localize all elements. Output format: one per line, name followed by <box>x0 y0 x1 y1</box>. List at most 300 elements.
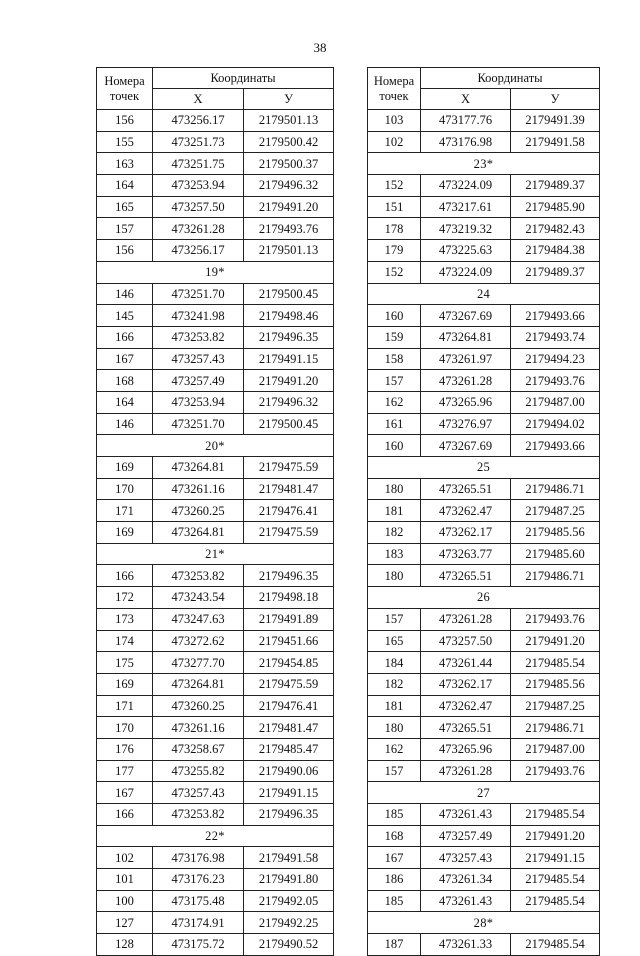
table-row <box>368 630 600 652</box>
table-row <box>368 413 600 435</box>
group-header-row <box>368 912 600 934</box>
table-row <box>368 695 600 717</box>
x-coordinate-cell: 473261.28 <box>421 760 511 782</box>
x-coordinate-cell: 473258.67 <box>153 738 244 760</box>
table-row <box>368 847 600 869</box>
x-coordinate-cell: 473277.70 <box>153 652 244 674</box>
point-number-cell: 157 <box>368 370 421 392</box>
x-coordinate-cell: 473262.47 <box>421 500 511 522</box>
x-coordinate-cell: 473224.09 <box>421 175 511 197</box>
table-row <box>97 890 334 912</box>
point-number-cell: 165 <box>368 630 421 652</box>
y-coordinate-cell: 2179486.71 <box>511 478 600 500</box>
table-row <box>97 326 334 348</box>
table-row <box>97 370 334 392</box>
point-number-cell: 174 <box>97 630 153 652</box>
table-row <box>368 890 600 912</box>
coordinates-table-right <box>367 67 600 956</box>
point-number-cell: 159 <box>368 326 421 348</box>
point-number-cell: 181 <box>368 500 421 522</box>
table-row <box>368 175 600 197</box>
y-coordinate-cell: 2179494.02 <box>511 413 600 435</box>
point-number-cell: 175 <box>97 652 153 674</box>
table-row <box>368 391 600 413</box>
x-coordinate-cell: 473217.61 <box>421 196 511 218</box>
x-coordinate-cell: 473261.43 <box>421 804 511 826</box>
point-number-cell: 155 <box>97 131 153 153</box>
point-number-cell: 178 <box>368 218 421 240</box>
table-row <box>97 565 334 587</box>
table-row <box>368 240 600 262</box>
coordinates-header: Координаты <box>421 68 600 89</box>
table-row <box>97 153 334 175</box>
table-row <box>97 391 334 413</box>
table-row <box>97 110 334 132</box>
group-label: 20* <box>97 435 334 457</box>
x-coordinate-cell: 473265.51 <box>421 478 511 500</box>
point-number-cell: 165 <box>97 196 153 218</box>
y-coordinate-cell: 2179476.41 <box>244 695 334 717</box>
group-header-row <box>97 825 334 847</box>
point-number-cell: 166 <box>97 326 153 348</box>
x-coordinate-cell: 473262.17 <box>421 522 511 544</box>
point-number-cell: 185 <box>368 804 421 826</box>
x-coordinate-cell: 473261.44 <box>421 652 511 674</box>
table-row <box>368 543 600 565</box>
table-row <box>97 847 334 869</box>
group-header-row <box>368 457 600 479</box>
y-coordinate-cell: 2179494.23 <box>511 348 600 370</box>
point-number-cell: 170 <box>97 478 153 500</box>
y-coordinate-cell: 2179485.54 <box>511 652 600 674</box>
group-header-row <box>97 435 334 457</box>
x-coordinate-cell: 473253.82 <box>153 326 244 348</box>
x-coordinate-cell: 473224.09 <box>421 261 511 283</box>
point-number-cell: 166 <box>97 565 153 587</box>
table-row <box>368 869 600 891</box>
point-number-cell: 170 <box>97 717 153 739</box>
x-coordinate-cell: 473263.77 <box>421 543 511 565</box>
y-coordinate-cell: 2179485.60 <box>511 543 600 565</box>
x-coordinate-cell: 473262.17 <box>421 673 511 695</box>
x-coordinate-cell: 473265.96 <box>421 391 511 413</box>
x-coordinate-cell: 473276.97 <box>421 413 511 435</box>
point-number-cell: 169 <box>97 522 153 544</box>
x-coordinate-cell: 473253.94 <box>153 175 244 197</box>
point-number-cell: 176 <box>97 738 153 760</box>
x-coordinate-cell: 473257.43 <box>421 847 511 869</box>
point-number-cell: 157 <box>368 608 421 630</box>
y-coordinate-cell: 2179482.43 <box>511 218 600 240</box>
coordinates-header: Координаты <box>153 68 334 89</box>
y-coordinate-cell: 2179481.47 <box>244 478 334 500</box>
table-row <box>368 673 600 695</box>
group-header-row <box>368 153 600 175</box>
x-coordinate-cell: 473272.62 <box>153 630 244 652</box>
x-coordinate-cell: 473261.16 <box>153 478 244 500</box>
y-coordinate-cell: 2179493.74 <box>511 326 600 348</box>
point-number-cell: 180 <box>368 717 421 739</box>
x-coordinate-cell: 473177.76 <box>421 110 511 132</box>
point-number-cell: 171 <box>97 500 153 522</box>
y-coordinate-cell: 2179491.20 <box>511 825 600 847</box>
x-coordinate-cell: 473256.17 <box>153 240 244 262</box>
y-coordinate-cell: 2179493.76 <box>511 608 600 630</box>
group-header-row <box>368 587 600 609</box>
x-coordinate-cell: 473241.98 <box>153 305 244 327</box>
point-number-cell: 168 <box>368 825 421 847</box>
point-number-cell: 157 <box>368 760 421 782</box>
point-number-cell: 102 <box>368 131 421 153</box>
y-coordinate-cell: 2179493.76 <box>511 370 600 392</box>
y-coordinate-cell: 2179491.58 <box>511 131 600 153</box>
x-coordinate-cell: 473253.82 <box>153 565 244 587</box>
table-row <box>97 652 334 674</box>
point-number-cell: 177 <box>97 760 153 782</box>
point-number-cell: 151 <box>368 196 421 218</box>
table-row <box>368 738 600 760</box>
y-coordinate-cell: 2179476.41 <box>244 500 334 522</box>
point-number-cell: 167 <box>97 782 153 804</box>
y-coordinate-cell: 2179500.45 <box>244 413 334 435</box>
y-coordinate-cell: 2179501.13 <box>244 240 334 262</box>
x-coordinate-cell: 473261.28 <box>421 608 511 630</box>
point-number-cell: 152 <box>368 261 421 283</box>
group-label: 26 <box>368 587 600 609</box>
table-row <box>97 218 334 240</box>
y-coordinate-cell: 2179491.15 <box>244 782 334 804</box>
y-coordinate-cell: 2179485.56 <box>511 522 600 544</box>
point-number-cell: 182 <box>368 673 421 695</box>
table-row <box>97 457 334 479</box>
x-coordinate-cell: 473267.69 <box>421 435 511 457</box>
point-number-cell: 146 <box>97 283 153 305</box>
x-coordinate-cell: 473253.94 <box>153 391 244 413</box>
y-header: У <box>511 89 600 110</box>
point-number-cell: 160 <box>368 305 421 327</box>
point-number-cell: 171 <box>97 695 153 717</box>
table-row <box>368 261 600 283</box>
y-coordinate-cell: 2179491.58 <box>244 847 334 869</box>
point-number-cell: 103 <box>368 110 421 132</box>
x-coordinate-cell: 473257.43 <box>153 348 244 370</box>
point-number-cell: 160 <box>368 435 421 457</box>
point-number-cell: 172 <box>97 587 153 609</box>
x-coordinate-cell: 473260.25 <box>153 500 244 522</box>
table-row <box>368 370 600 392</box>
x-coordinate-cell: 473257.49 <box>421 825 511 847</box>
y-coordinate-cell: 2179491.20 <box>244 370 334 392</box>
x-coordinate-cell: 473256.17 <box>153 110 244 132</box>
point-number-cell: 166 <box>97 804 153 826</box>
table-row <box>368 760 600 782</box>
x-coordinate-cell: 473176.98 <box>153 847 244 869</box>
table-row <box>97 587 334 609</box>
point-number-cell: 162 <box>368 738 421 760</box>
table-row <box>97 500 334 522</box>
y-coordinate-cell: 2179487.25 <box>511 500 600 522</box>
table-row <box>368 500 600 522</box>
table-row <box>97 717 334 739</box>
group-label: 19* <box>97 261 334 283</box>
y-coordinate-cell: 2179489.37 <box>511 261 600 283</box>
table-row <box>368 435 600 457</box>
table-row <box>97 240 334 262</box>
y-coordinate-cell: 2179491.20 <box>511 630 600 652</box>
y-header: У <box>244 89 334 110</box>
table-row <box>368 717 600 739</box>
x-coordinate-cell: 473175.72 <box>153 934 244 956</box>
group-header-row <box>368 782 600 804</box>
x-coordinate-cell: 473243.54 <box>153 587 244 609</box>
x-coordinate-cell: 473260.25 <box>153 695 244 717</box>
group-label: 28* <box>368 912 600 934</box>
y-coordinate-cell: 2179492.25 <box>244 912 334 934</box>
table-row <box>97 131 334 153</box>
group-label: 27 <box>368 782 600 804</box>
table-body-left <box>97 110 334 956</box>
point-number-cell: 100 <box>97 890 153 912</box>
point-number-cell: 128 <box>97 934 153 956</box>
point-number-cell: 164 <box>97 391 153 413</box>
y-coordinate-cell: 2179491.80 <box>244 869 334 891</box>
table-row <box>97 348 334 370</box>
y-coordinate-cell: 2179493.76 <box>244 218 334 240</box>
point-number-cell: 182 <box>368 522 421 544</box>
point-number-cell: 161 <box>368 413 421 435</box>
table-row <box>97 673 334 695</box>
x-coordinate-cell: 473257.43 <box>153 782 244 804</box>
table-row <box>368 131 600 153</box>
point-number-cell: 173 <box>97 608 153 630</box>
y-coordinate-cell: 2179485.54 <box>511 934 600 956</box>
table-row <box>97 760 334 782</box>
x-coordinate-cell: 473251.73 <box>153 131 244 153</box>
group-header-row <box>368 283 600 305</box>
points-header: Номера точек <box>97 68 153 110</box>
point-number-cell: 163 <box>97 153 153 175</box>
point-number-cell: 167 <box>97 348 153 370</box>
group-label: 24 <box>368 283 600 305</box>
x-coordinate-cell: 473264.81 <box>153 457 244 479</box>
y-coordinate-cell: 2179496.32 <box>244 391 334 413</box>
x-coordinate-cell: 473255.82 <box>153 760 244 782</box>
point-number-cell: 183 <box>368 543 421 565</box>
point-number-cell: 146 <box>97 413 153 435</box>
table-row <box>97 912 334 934</box>
x-coordinate-cell: 473219.32 <box>421 218 511 240</box>
y-coordinate-cell: 2179498.18 <box>244 587 334 609</box>
x-coordinate-cell: 473261.34 <box>421 869 511 891</box>
x-coordinate-cell: 473251.70 <box>153 283 244 305</box>
y-coordinate-cell: 2179485.47 <box>244 738 334 760</box>
point-number-cell: 180 <box>368 565 421 587</box>
y-coordinate-cell: 2179487.25 <box>511 695 600 717</box>
table-row <box>97 305 334 327</box>
x-coordinate-cell: 473253.82 <box>153 804 244 826</box>
y-coordinate-cell: 2179491.20 <box>244 196 334 218</box>
group-label: 22* <box>97 825 334 847</box>
point-number-cell: 180 <box>368 478 421 500</box>
group-label: 25 <box>368 457 600 479</box>
point-number-cell: 169 <box>97 457 153 479</box>
y-coordinate-cell: 2179491.15 <box>244 348 334 370</box>
coordinates-table-left <box>96 67 334 956</box>
x-coordinate-cell: 473261.43 <box>421 890 511 912</box>
table-row <box>368 348 600 370</box>
y-coordinate-cell: 2179489.37 <box>511 175 600 197</box>
y-coordinate-cell: 2179496.32 <box>244 175 334 197</box>
x-coordinate-cell: 473257.50 <box>153 196 244 218</box>
table-body-right <box>368 110 600 956</box>
point-number-cell: 101 <box>97 869 153 891</box>
x-coordinate-cell: 473176.98 <box>421 131 511 153</box>
group-header-row <box>97 261 334 283</box>
x-coordinate-cell: 473265.96 <box>421 738 511 760</box>
table-row <box>368 478 600 500</box>
x-header: X <box>153 89 244 110</box>
y-coordinate-cell: 2179491.39 <box>511 110 600 132</box>
x-coordinate-cell: 473262.47 <box>421 695 511 717</box>
x-coordinate-cell: 473174.91 <box>153 912 244 934</box>
table-row <box>97 738 334 760</box>
point-number-cell: 184 <box>368 652 421 674</box>
point-number-cell: 162 <box>368 391 421 413</box>
y-coordinate-cell: 2179485.90 <box>511 196 600 218</box>
x-coordinate-cell: 473251.70 <box>153 413 244 435</box>
x-header: X <box>421 89 511 110</box>
table-row <box>368 825 600 847</box>
y-coordinate-cell: 2179485.54 <box>511 804 600 826</box>
table-row <box>97 283 334 305</box>
y-coordinate-cell: 2179487.00 <box>511 738 600 760</box>
x-coordinate-cell: 473175.48 <box>153 890 244 912</box>
x-coordinate-cell: 473247.63 <box>153 608 244 630</box>
y-coordinate-cell: 2179496.35 <box>244 326 334 348</box>
y-coordinate-cell: 2179475.59 <box>244 522 334 544</box>
table-row <box>97 934 334 956</box>
table-row <box>368 326 600 348</box>
y-coordinate-cell: 2179498.46 <box>244 305 334 327</box>
x-coordinate-cell: 473267.69 <box>421 305 511 327</box>
point-number-cell: 145 <box>97 305 153 327</box>
table-row <box>368 565 600 587</box>
y-coordinate-cell: 2179493.76 <box>511 760 600 782</box>
y-coordinate-cell: 2179500.45 <box>244 283 334 305</box>
table-row <box>368 934 600 956</box>
y-coordinate-cell: 2179487.00 <box>511 391 600 413</box>
y-coordinate-cell: 2179491.15 <box>511 847 600 869</box>
y-coordinate-cell: 2179454.85 <box>244 652 334 674</box>
y-coordinate-cell: 2179490.52 <box>244 934 334 956</box>
y-coordinate-cell: 2179496.35 <box>244 804 334 826</box>
y-coordinate-cell: 2179493.66 <box>511 305 600 327</box>
y-coordinate-cell: 2179486.71 <box>511 717 600 739</box>
table-row <box>97 782 334 804</box>
y-coordinate-cell: 2179486.71 <box>511 565 600 587</box>
x-coordinate-cell: 473264.81 <box>153 673 244 695</box>
table-row <box>368 196 600 218</box>
table-row <box>368 218 600 240</box>
table-row <box>97 804 334 826</box>
point-number-cell: 156 <box>97 110 153 132</box>
x-coordinate-cell: 473251.75 <box>153 153 244 175</box>
point-number-cell: 158 <box>368 348 421 370</box>
table-row <box>368 522 600 544</box>
group-header-row <box>97 543 334 565</box>
point-number-cell: 179 <box>368 240 421 262</box>
table-row <box>97 630 334 652</box>
y-coordinate-cell: 2179491.89 <box>244 608 334 630</box>
y-coordinate-cell: 2179485.54 <box>511 869 600 891</box>
table-row <box>97 608 334 630</box>
point-number-cell: 185 <box>368 890 421 912</box>
x-coordinate-cell: 473225.63 <box>421 240 511 262</box>
x-coordinate-cell: 473261.33 <box>421 934 511 956</box>
table-row <box>97 478 334 500</box>
table-row <box>97 869 334 891</box>
point-number-cell: 187 <box>368 934 421 956</box>
table-row <box>97 413 334 435</box>
table-row <box>97 175 334 197</box>
point-number-cell: 156 <box>97 240 153 262</box>
x-coordinate-cell: 473264.81 <box>153 522 244 544</box>
y-coordinate-cell: 2179492.05 <box>244 890 334 912</box>
y-coordinate-cell: 2179490.06 <box>244 760 334 782</box>
x-coordinate-cell: 473257.49 <box>153 370 244 392</box>
table-row <box>368 608 600 630</box>
x-coordinate-cell: 473261.97 <box>421 348 511 370</box>
point-number-cell: 181 <box>368 695 421 717</box>
table-row <box>368 804 600 826</box>
point-number-cell: 152 <box>368 175 421 197</box>
table-row <box>97 196 334 218</box>
table-row <box>368 110 600 132</box>
y-coordinate-cell: 2179500.37 <box>244 153 334 175</box>
y-coordinate-cell: 2179493.66 <box>511 435 600 457</box>
y-coordinate-cell: 2179485.54 <box>511 890 600 912</box>
y-coordinate-cell: 2179500.42 <box>244 131 334 153</box>
y-coordinate-cell: 2179475.59 <box>244 673 334 695</box>
point-number-cell: 168 <box>97 370 153 392</box>
point-number-cell: 102 <box>97 847 153 869</box>
points-header: Номера точек <box>368 68 421 110</box>
group-label: 21* <box>97 543 334 565</box>
point-number-cell: 157 <box>97 218 153 240</box>
point-number-cell: 167 <box>368 847 421 869</box>
point-number-cell: 169 <box>97 673 153 695</box>
x-coordinate-cell: 473257.50 <box>421 630 511 652</box>
table-row <box>97 695 334 717</box>
table-row <box>368 305 600 327</box>
x-coordinate-cell: 473265.51 <box>421 565 511 587</box>
y-coordinate-cell: 2179481.47 <box>244 717 334 739</box>
y-coordinate-cell: 2179451.66 <box>244 630 334 652</box>
x-coordinate-cell: 473261.28 <box>421 370 511 392</box>
y-coordinate-cell: 2179484.38 <box>511 240 600 262</box>
y-coordinate-cell: 2179496.35 <box>244 565 334 587</box>
group-label: 23* <box>368 153 600 175</box>
y-coordinate-cell: 2179485.56 <box>511 673 600 695</box>
page-number: 38 <box>313 40 327 55</box>
x-coordinate-cell: 473264.81 <box>421 326 511 348</box>
point-number-cell: 186 <box>368 869 421 891</box>
x-coordinate-cell: 473261.28 <box>153 218 244 240</box>
point-number-cell: 127 <box>97 912 153 934</box>
x-coordinate-cell: 473261.16 <box>153 717 244 739</box>
table-row <box>97 522 334 544</box>
table-row <box>368 652 600 674</box>
